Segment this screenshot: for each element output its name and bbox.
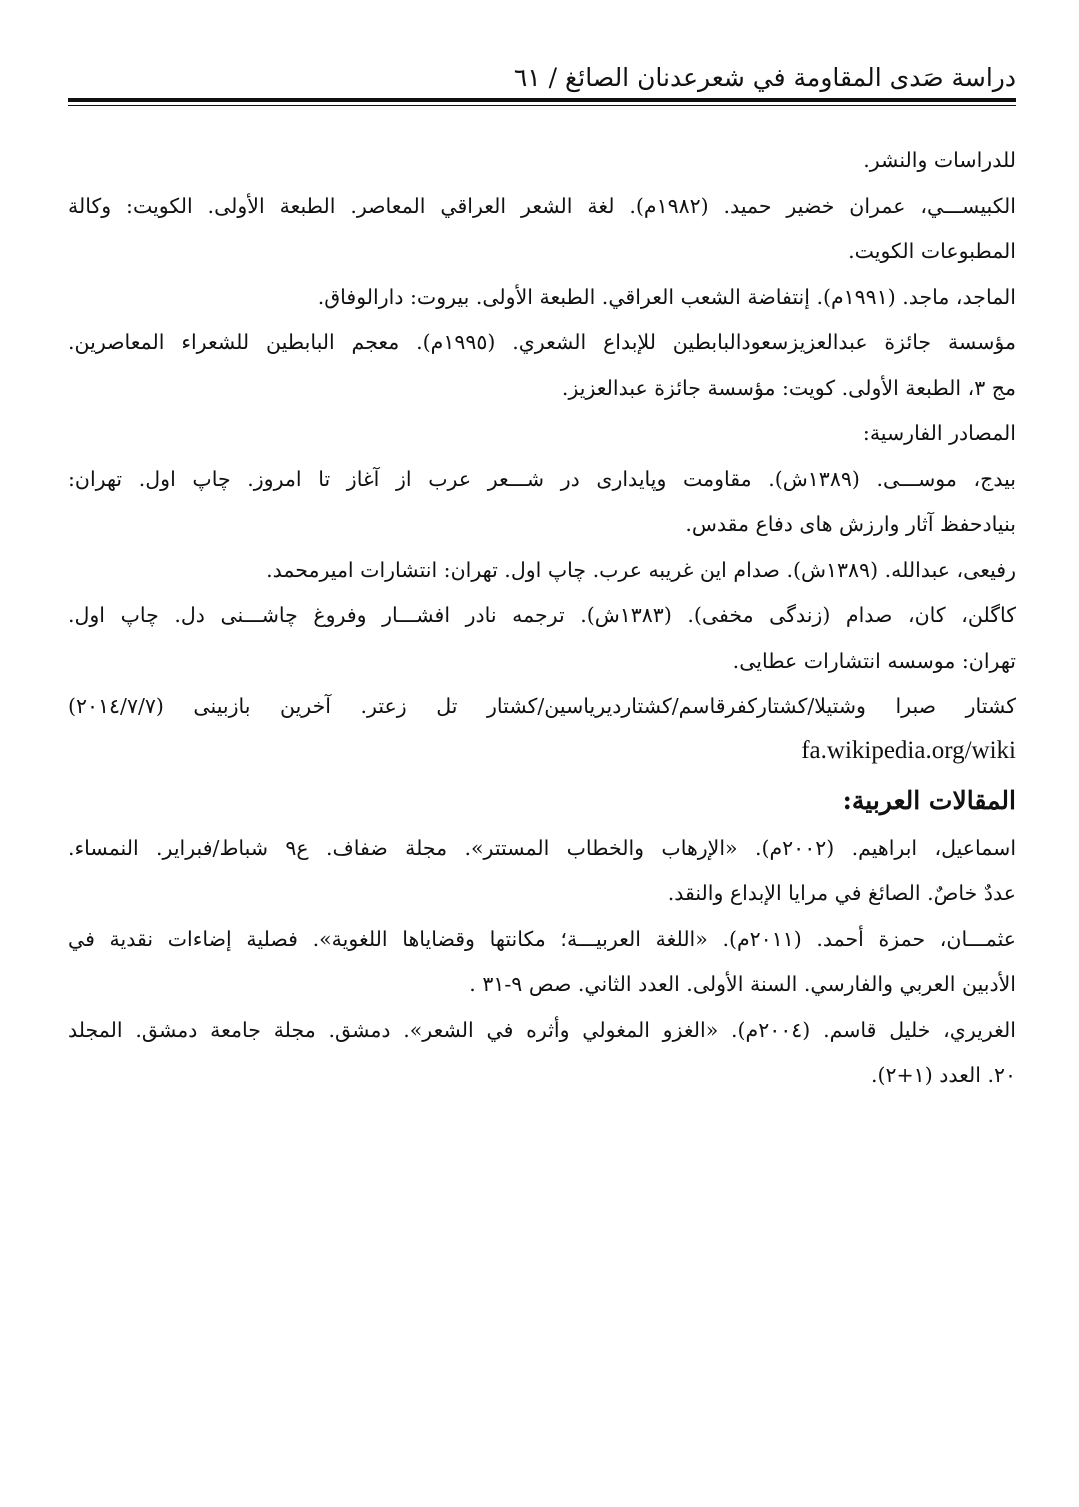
reference-line: الأدبين العربي والفارسي. السنة الأولى. العدد الثاني. صص ٩-٣١ . [469,972,1016,996]
references-body [68,138,1016,1099]
reference-line: مج ٣، الطبعة الأولى. كويت: مؤسسة جائزة عبدالعزيز. [561,375,1016,400]
reference-line: المصادر الفارسية: [862,421,1016,445]
header-rule-thick [68,98,1016,102]
header-rule-thin [68,105,1016,106]
reference-line: اسماعيل، ابراهيم. (٢٠٠٢م). «الإرهاب والخطاب المستتر». مجلة ضفاف. ع٩ شباط/فبراير. النمساء. [68,835,1016,860]
reference-line: للدراسات والنشر. [863,148,1016,172]
reference-line: رفيعى، عبدالله. (١٣٨٩ش). صدام اين غريبه عرب. چاپ اول. تهران: انتشارات اميرمحمد. [266,557,1016,582]
section-heading: المقالات العربية: [842,785,1016,815]
running-header-title: دراسة صَدى المقاومة في شعرعدنان الصائغ / ٦١ [513,63,1016,92]
reference-line: عثمـــان، حمزة أحمد. (٢٠١١م). «اللغة العربيـــة؛ مكانتها وقضاياها اللغوية». فصلية إضاءات نقدية في [68,926,1016,951]
reference-line: بيدج، موســـى. (١٣٨٩ش). مقاومت وپايدارى در شـــعر عرب از آغاز تا امروز. چاپ اول. تهران: [68,466,1016,491]
reference-line: مؤسسة جائزة عبدالعزيزسعودالبابطين للإبداع الشعري. (١٩٩٥م). معجم البابطين للشعراء المعاصرين. [68,330,1016,354]
reference-line: المطبوعات الكويت. [848,239,1016,263]
reference-line: عددٌ خاصٌ. الصائغ في مرايا الإبداع والنقد. [667,881,1016,905]
reference-line: بنيادحفظ آثار وارزش هاى دفاع مقدس. [685,512,1016,536]
reference-line: ٢٠. العدد (١+٢). [870,1063,1016,1087]
reference-line: تهران: موسسه انتشارات عطايى. [732,648,1016,673]
reference-line: الكبيســـي، عمران خضير حميد. (١٩٨٢م). لغة الشعر العراقي المعاصر. الطبعة الأولى. الكويت: وكالة [68,193,1016,218]
reference-line: الماجد، ماجد. (١٩٩١م). إنتفاضة الشعب العراقي. الطبعة الأولى. بيروت: دارالوفاق. [317,284,1016,309]
reference-url: fa.wikipedia.org/wiki [801,736,1016,764]
reference-line: كاگلن، كان، صدام (زندگى مخفى). (١٣٨٣ش). ترجمه نادر افشـــار وفروغ چاشـــنى دل. چاپ اول. [68,603,1016,627]
reference-line: الغريري، خليل قاسم. (٢٠٠٤م). «الغزو المغولي وأثره في الشعر». دمشق. مجلة جامعة دمشق. المجلد [68,1017,1016,1042]
reference-line: كشتار صبرا وشتيلا/كشتاركفرقاسم/كشتارديرياسين/كشتار تل زعتر. آخرين بازبينى (٢٠١٤/٧/٧) [68,694,1016,718]
